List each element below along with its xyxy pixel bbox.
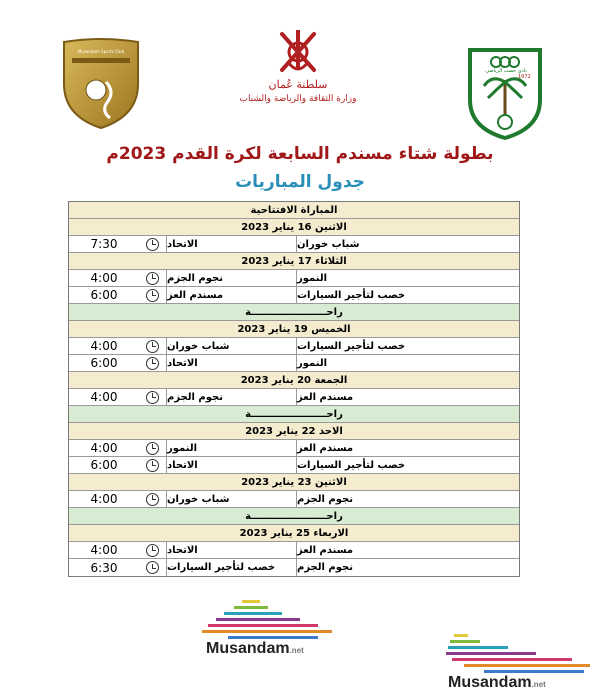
match-time: 4:00 [90, 492, 118, 506]
watermark-logo [444, 632, 594, 694]
date-row [69, 474, 519, 491]
clock-icon [146, 340, 159, 353]
oman-emblem-icon [238, 26, 358, 78]
match-time: 6:00 [90, 356, 118, 370]
match-row [69, 338, 519, 355]
match-row [69, 542, 519, 559]
home-team: نجوم الجزم [167, 389, 297, 405]
home-team: الاتحاد [167, 236, 297, 252]
clock-icon [146, 561, 159, 574]
clock-icon [146, 442, 159, 455]
clock-cell [139, 440, 167, 456]
match-row [69, 389, 519, 406]
match-date: الاربعاء 25 يناير 2023 [239, 527, 349, 539]
match-time: 6:30 [90, 560, 118, 575]
right-logo-text: نادي خصب الرياضي [485, 68, 527, 74]
match-time: 4:00 [90, 390, 118, 404]
brand-name: Musandam [206, 640, 290, 657]
match-row [69, 236, 519, 253]
home-team: شباب خوران [167, 491, 297, 507]
match-row [69, 355, 519, 372]
match-row [69, 270, 519, 287]
rest-day-row [69, 406, 519, 423]
rest-label: راحــــــــــــــــــــــة [245, 510, 343, 522]
home-team: الاتحاد [167, 542, 297, 558]
clock-cell [139, 236, 167, 252]
clock-icon [146, 459, 159, 472]
away-team: خصب لتأجير السيارات [297, 340, 406, 352]
opening-match-label: المباراة الافتتاحية [250, 204, 338, 216]
date-row [69, 253, 519, 270]
date-row [69, 372, 519, 389]
home-team: النمور [167, 440, 297, 456]
musandam-club-logo [58, 38, 144, 130]
clock-icon [146, 391, 159, 404]
clock-icon [146, 289, 159, 302]
clock-cell [139, 355, 167, 371]
home-team: نجوم الجزم [167, 270, 297, 286]
match-row [69, 440, 519, 457]
away-team: النمور [297, 272, 327, 284]
away-team: مسندم العز [297, 391, 354, 403]
clock-cell [139, 559, 167, 576]
home-team: الاتحاد [167, 457, 297, 473]
page-subtitle: جدول المباريات [235, 172, 365, 192]
away-team: نجوم الجزم [297, 562, 353, 573]
match-date: الاثنين 16 يناير 2023 [241, 221, 347, 233]
home-team: شباب خوران [167, 338, 297, 354]
match-row [69, 559, 519, 576]
away-team: نجوم الجزم [297, 493, 353, 505]
wave-bars-icon [444, 632, 594, 676]
ministry-line-2: وزارة الثقافة والرياضة والشباب [239, 94, 357, 104]
match-time: 4:00 [90, 441, 118, 455]
rest-label: راحــــــــــــــــــــــة [245, 408, 343, 420]
away-team: خصب لتأجير السيارات [297, 459, 406, 471]
left-logo-text: Musandam Sports Club [77, 49, 125, 54]
right-logo-year: 1972 [518, 74, 531, 80]
brand-suffix: .net [531, 680, 546, 689]
home-team: مسندم العز [167, 287, 297, 303]
date-row [69, 219, 519, 236]
away-team: مسندم العز [297, 442, 354, 454]
match-date: الثلاثاء 17 يناير 2023 [241, 255, 347, 267]
clock-icon [146, 238, 159, 251]
musandam-net-logo [198, 598, 348, 664]
match-time: 6:00 [90, 458, 118, 472]
away-team: النمور [297, 357, 327, 369]
match-time: 4:00 [90, 543, 118, 557]
match-date: الاحد 22 يناير 2023 [245, 425, 343, 437]
home-team: خصب لتأجير السيارات [167, 559, 297, 576]
home-team: الاتحاد [167, 355, 297, 371]
date-row [69, 423, 519, 440]
clock-icon [146, 544, 159, 557]
rest-label: راحــــــــــــــــــــــة [245, 306, 343, 318]
clock-icon [146, 493, 159, 506]
clock-cell [139, 270, 167, 286]
clock-cell [139, 338, 167, 354]
clock-cell [139, 287, 167, 303]
page-title: بطولة شتاء مسندم السابعة لكرة القدم 2023م [106, 144, 494, 164]
schedule-table [68, 201, 520, 577]
match-time: 6:00 [90, 288, 118, 302]
away-team: مسندم العز [297, 544, 354, 556]
away-team: خصب لتأجير السيارات [297, 289, 406, 301]
club-badge-icon [462, 44, 548, 140]
match-date: الاثنين 23 يناير 2023 [241, 476, 347, 488]
rest-day-row [69, 508, 519, 525]
date-row [69, 525, 519, 542]
clock-cell [139, 457, 167, 473]
clock-cell [139, 389, 167, 405]
opening-match-row [69, 202, 519, 219]
clock-icon [146, 272, 159, 285]
date-row [69, 321, 519, 338]
brand-name: Musandam [448, 674, 532, 691]
away-team: شباب خوران [297, 238, 360, 250]
match-time: 4:00 [90, 271, 118, 285]
ministry-line-1: سلطنة عُمان [268, 78, 328, 91]
match-date: الخميس 19 يناير 2023 [237, 323, 351, 335]
clock-cell [139, 491, 167, 507]
match-time: 7:30 [90, 237, 118, 251]
khasab-club-logo [462, 44, 548, 140]
match-row [69, 491, 519, 508]
clock-icon [146, 357, 159, 370]
match-row [69, 457, 519, 474]
match-date: الجمعة 20 يناير 2023 [240, 374, 348, 386]
clock-cell [139, 542, 167, 558]
ministry-logo [238, 26, 358, 114]
match-time: 4:00 [90, 339, 118, 353]
wave-bars-icon [198, 598, 348, 642]
brand-suffix: .net [289, 646, 304, 655]
match-row [69, 287, 519, 304]
rest-day-row [69, 304, 519, 321]
